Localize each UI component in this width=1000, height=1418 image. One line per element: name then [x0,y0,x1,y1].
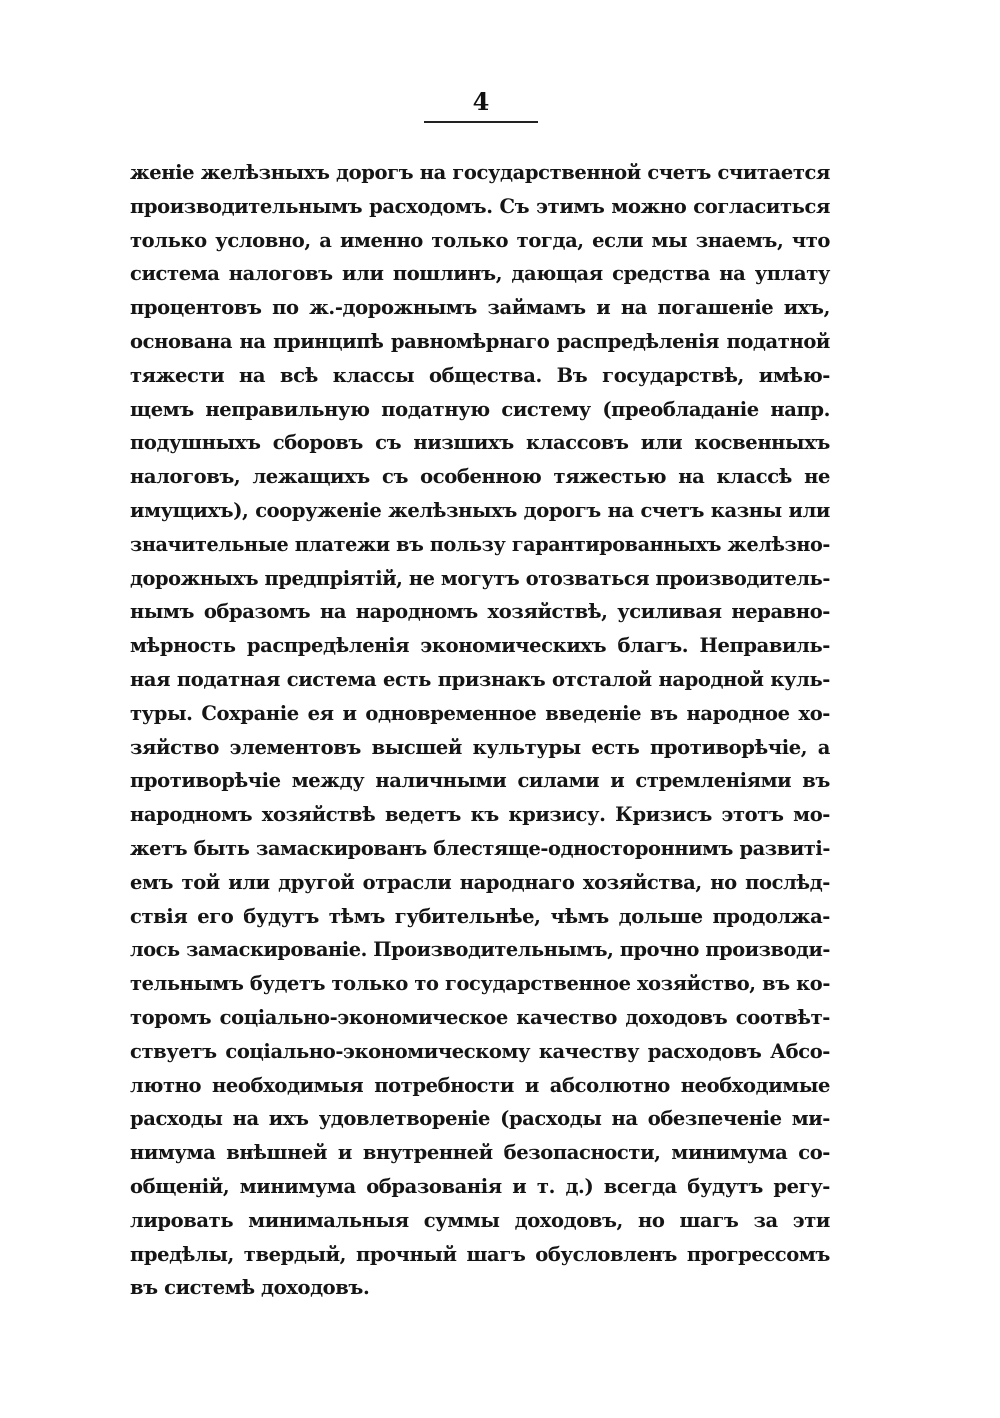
text-line: предѣлы, твердый, прочный шагъ обусловленъ прогрессомъ [130,1242,830,1266]
text-line: щемъ неправильную податную систему (преобладаніе напр. [130,397,830,421]
text-line: женіе желѣзныхъ дорогъ на государственной счетъ считается [130,161,830,184]
text-line: нымъ образомъ на народномъ хозяйствѣ, усиливая неравно- [130,600,830,624]
text-line: нимума внѣшней и внутренней безопасности, минимума со- [130,1141,830,1165]
text-line: противорѣчіе между наличными силами и стремленіями въ [130,769,830,793]
page-header [424,88,538,116]
page-number: 4 [472,87,490,116]
text-line: жетъ быть замаскированъ блестяще-одностороннимъ развиті- [130,836,830,860]
text-line: лютно необходимыя потребности и абсолютно необходимые [130,1073,830,1097]
text-line: расходы на ихъ удовлетвореніе (расходы на обезпеченіе ми- [130,1107,830,1131]
text-line: ствія его будутъ тѣмъ губительнѣе, чѣмъ дольше продолжа- [130,904,830,928]
text-line-last: въ системѣ доходовъ. [130,1276,370,1300]
text-line: зяйство элементовъ высшей культуры есть противорѣчіе, а [130,735,830,759]
text-line: мѣрность распредѣленія экономическихъ благъ. Неправиль- [130,634,830,658]
text-line: имущихъ), сооруженіе желѣзныхъ дорогъ на счетъ казны или [130,498,830,522]
text-line: дорожныхъ предпріятій, не могутъ отозваться производитель- [130,566,830,590]
text-line: налоговъ, лежащихъ съ особенною тяжестью на классѣ не [130,465,830,489]
text-line: только условно, а именно только тогда, если мы знаемъ, что [130,228,830,252]
text-line: тельнымъ будетъ только то государственное хозяйство, въ ко- [130,972,830,996]
text-line: процентовъ по ж.-дорожнымъ займамъ и на погашеніе ихъ, [130,296,830,320]
text-line: лировать минимальныя суммы доходовъ, но шагъ за эти [130,1208,830,1232]
text-line: лось замаскированіе. Производительнымъ, прочно производи- [130,938,830,962]
text-line: производительнымъ расходомъ. Съ этимъ можно согласиться [130,194,830,218]
text-line: значительные платежи въ пользу гарантированныхъ желѣзно- [130,532,830,556]
text-line: общеній, минимума образованія и т. д.) всегда будутъ регу- [130,1174,830,1198]
text-line: ная податная система есть признакъ отсталой народной куль- [130,667,830,691]
text-line: туры. Сохраніе ея и одновременное введеніе въ народное хо- [130,701,830,725]
body-paragraph [130,156,830,1305]
text-line: тяжести на всѣ классы общества. Въ государствѣ, имѣю- [130,363,830,387]
text-line: основана на принципѣ равномѣрнаго распредѣленія податной [130,329,830,353]
text-line: торомъ соціально-экономическое качество доходовъ соотвѣт- [130,1005,830,1029]
text-line: подушныхъ сборовъ съ низшихъ классовъ или косвенныхъ [130,431,830,455]
header-rule [424,121,538,123]
text-line: ствуетъ соціально-экономическому качеству расходовъ Абсо- [130,1039,830,1063]
text-line: емъ той или другой отрасли народнаго хозяйства, но послѣд- [130,870,830,894]
text-line: система налоговъ или пошлинъ, дающая средства на уплату [130,262,830,286]
text-line: народномъ хозяйствѣ ведетъ къ кризису. Кризисъ этотъ мо- [130,803,830,827]
